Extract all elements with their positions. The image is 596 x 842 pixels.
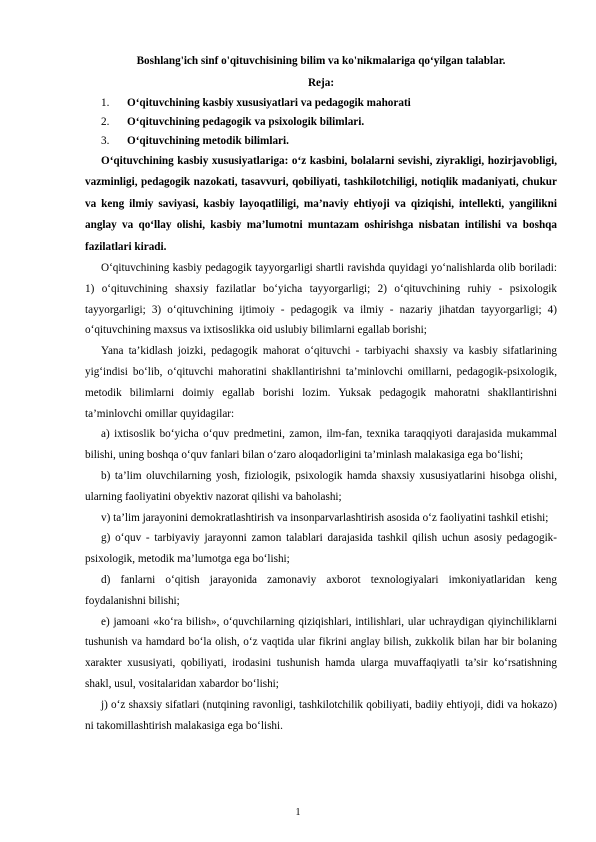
paragraph-pedagogik-mahorat: Yana ta’kidlash joizki, pedagogik mahorat o‘qituvchi - tarbiyachi shaxsiy va kasbiy sifatlarining yig‘indisi bo‘lib, o‘qituvchi mahoratini shakllantirishni ta’minlovchi omillarni, pedagogik-psixologik, metodik bilimlarni doimiy egallab borishi lozim. Yuksak pedagogik mahoratni shakllantirishni ta’minlovchi omillar quyidagilar: [85, 345, 557, 420]
paragraph-kasbiy-xususiyatlar: O‘qituvchining kasbiy xususiyatlariga: o‘z kasbini, bolalarni sevishi, ziyrakligi, hozirjavobligi, vazminligi, pedagogik nazokati, tasavvuri, qobiliyati, tashkilotchiligi, notiqlik madaniyati, chukur va keng ilmiy saviyasi, kasbiy layoqatliligi, ma’naviy ehtiyoji va qiziqishi, intellekti, yangilikni anglay va qo‘llay olishi, kasbiy ma’lumotni muntazam oshirishga nisbatan intilishi va boshqa fazilatlari kiradi. [85, 155, 557, 253]
paragraph-item-v: v) ta’lim jarayonini demokratlashtirish va insonparvarlashtirish asosida o‘z faoliyatini tashkil etishi; [101, 511, 549, 524]
plan-item-text: O‘qituvchining metodik bilimlari. [127, 135, 289, 147]
plan-item-text: O‘qituvchining kasbiy xususiyatlari va pedagogik mahorati [127, 97, 411, 109]
paragraph-item-j: j) o‘z shaxsiy sifatlari (nutqining ravonligi, tashkilotchilik qobiliyati, badiiy ehtiyoji, didi va hokazo) ni takomillashtirish malakasiga ega bo‘lishi. [85, 698, 557, 732]
paragraph-item-b: b) ta’lim oluvchilarning yosh, fiziologik, psixologik hamda shaxsiy xususiyatlarini hisobga olishi, ularning faoliyatini obyektiv nazorat qilishi va baholashi; [85, 470, 557, 503]
paragraph-tayyorgarlik: O‘qituvchining kasbiy pedagogik tayyorgarligi shartli ravishda quyidagi yo‘nalishlarda olib boriladi: 1) o‘qituvchining shaxsiy fazilatlar bo‘yicha tayyorgarligi; 2) o‘qituvchining ruhiy - psixologik tayyorgarligi; 3) o‘qituvchining ijtimoiy - pedagogik va ilmiy - nazariy jihatdan tayyorgarligi; 4) o‘qituvchining maxsus va ixtisoslikka oid uslubiy bilimlarni egallab borishi; [85, 262, 557, 337]
plan-list [85, 94, 557, 151]
paragraph-item-a: a) ixtisoslik bo‘yicha o‘quv predmetini, zamon, ilm-fan, texnika taraqqiyoti darajasida mukammal bilishi, uning boshqa o‘quv fanlari bilan o‘zaro aloqadorligini ta’minlash malakasiga ega bo‘lishi; [85, 428, 557, 462]
plan-item-number: 3. [101, 135, 110, 147]
plan-item [85, 94, 557, 113]
plan-item [85, 132, 557, 151]
document-page [85, 52, 557, 736]
page-number: 1 [295, 807, 301, 818]
paragraph-item-e: e) jamoani «ko‘ra bilish», o‘quvchilarning qiziqishlari, intilishlari, ular uchraydigan qiyinchiliklarni tushunish va hamdard bo‘la olish, o‘z vaqtida ular fikrini anglay bilish, zukkolik bilan har bir bolaning xarakter xususiyati, qobiliyati, irodasini tushunish hamda ularga muvaffaqiyatli ta’sir ko‘rsatishning shakl, usul, vositalaridan xabardor bo‘lishi; [85, 615, 557, 690]
plan-heading: Reja: [307, 77, 335, 89]
plan-item [85, 113, 557, 132]
paragraph-item-d: d) fanlarni o‘qitish jarayonida zamonaviy axborot texnologiyalari imkoniyatlaridan keng foydalanishni bilishi; [85, 573, 557, 607]
plan-item-number: 2. [101, 116, 110, 128]
document-title: Boshlang'ich sinf o'qituvchisining bilim va ko'nikmalariga qo‘yilgan talablar. [136, 55, 506, 67]
plan-item-number: 1. [101, 97, 110, 109]
paragraph-item-g: g) o‘quv - tarbiyaviy jarayonni zamon talablari darajasida tashkil qilish uchun asosiy pedagogik- psixologik, metodik ma’lumotga ega bo‘lishi; [85, 532, 557, 566]
plan-item-text: O‘qituvchining pedagogik va psixologik bilimlari. [127, 116, 365, 128]
